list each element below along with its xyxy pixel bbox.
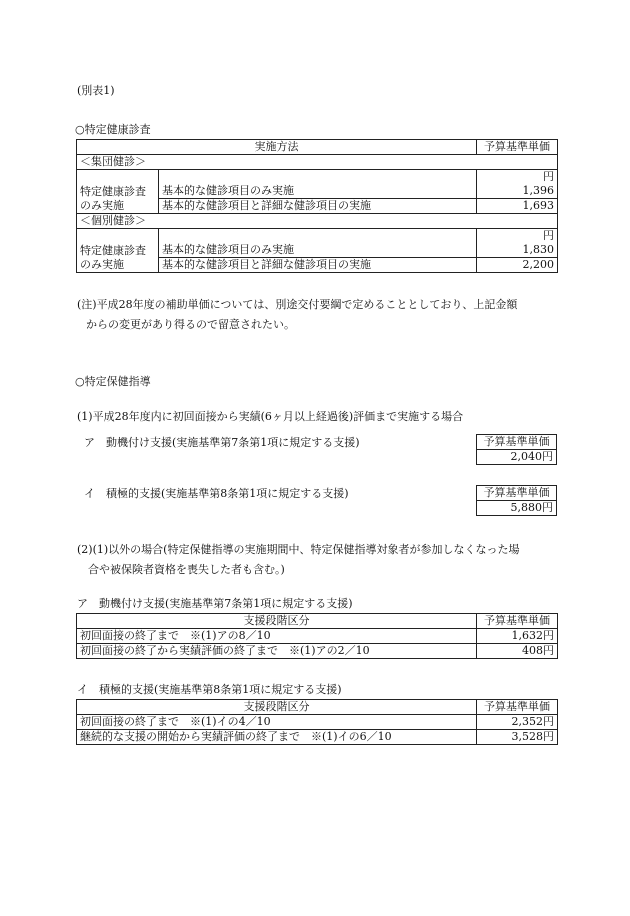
case1-b-price: 5,880円	[477, 501, 557, 516]
group-category-line1: 特定健康診査	[80, 185, 146, 198]
indiv-category-line2: のみ実施	[80, 258, 124, 271]
group-category-line2: のみ実施	[80, 199, 124, 212]
indiv-row-1-price: 1,830	[477, 243, 558, 258]
table-row	[77, 715, 558, 730]
case2-a-price-header: 予算基準単価	[477, 614, 558, 629]
group-spacer	[159, 170, 477, 185]
table-row	[77, 644, 558, 659]
group-section-title: ＜集団健診＞	[77, 155, 558, 170]
indiv-row-2-desc: 基本的な健診項目と詳細な健診項目の実施	[159, 258, 477, 273]
case2-b-price-header: 予算基準単価	[477, 700, 558, 715]
indiv-row-1-desc: 基本的な健診項目のみ実施	[159, 243, 477, 258]
case2-b-row-2-stage: 継続的な支援の開始から実績評価の終了まで ※(1)イの6／10	[77, 730, 477, 745]
case2-b-table	[76, 699, 558, 745]
table-row	[77, 629, 558, 644]
kenshin-table	[76, 139, 558, 273]
group-unit: 円	[477, 170, 558, 185]
kenshin-note-line2: からの変更があり得るので留意されたい。	[86, 318, 295, 331]
case1-a-price: 2,040円	[477, 450, 557, 465]
case2-title-line1: (2)(1)以外の場合(特定保健指導の実施期間中、特定保健指導対象者が参加しなくなった場	[77, 543, 520, 556]
hoken-heading: ○特定保健指導	[75, 375, 151, 388]
case2-a-table	[76, 613, 558, 659]
case2-b-stage-header: 支援段階区分	[77, 700, 477, 715]
case1-a-price-header: 予算基準単価	[477, 435, 557, 450]
indiv-spacer	[159, 229, 477, 244]
col-method-header: 実施方法	[77, 140, 477, 155]
table-row	[77, 730, 558, 745]
case1-b-price-box	[476, 485, 557, 516]
group-row-1-price: 1,396	[477, 184, 558, 199]
group-row-2-price: 1,693	[477, 199, 558, 214]
case2-a-row-1-stage: 初回面接の終了まで ※(1)アの8／10	[77, 629, 477, 644]
case1-b-label: イ 積極的支援(実施基準第8条第1項に規定する支援)	[84, 487, 349, 500]
case2-title-line2: 合や被保険者資格を喪失した者も含む。)	[88, 563, 285, 576]
indiv-section-title: ＜個別健診＞	[77, 214, 558, 229]
group-row-1-desc: 基本的な健診項目のみ実施	[159, 184, 477, 199]
header-label: (別表1)	[77, 84, 115, 97]
indiv-category-line1: 特定健康診査	[80, 244, 146, 257]
case2-b-label: イ 積極的支援(実施基準第8条第1項に規定する支援)	[77, 683, 342, 696]
case2-a-stage-header: 支援段階区分	[77, 614, 477, 629]
group-row-2-desc: 基本的な健診項目と詳細な健診項目の実施	[159, 199, 477, 214]
kenshin-note-line1: (注)平成28年度の補助単価については、別途交付要綱で定めることとしており、上記金額	[77, 298, 518, 311]
case1-b-price-header: 予算基準単価	[477, 486, 557, 501]
indiv-category-cell	[77, 229, 159, 273]
case2-a-label: ア 動機付け支援(実施基準第7条第1項に規定する支援)	[77, 597, 353, 610]
kenshin-heading: ○特定健康診査	[75, 123, 151, 136]
case2-b-row-2-price: 3,528円	[477, 730, 558, 745]
indiv-row-2-price: 2,200	[477, 258, 558, 273]
case1-a-label: ア 動機付け支援(実施基準第7条第1項に規定する支援)	[84, 436, 360, 449]
case2-b-row-1-stage: 初回面接の終了まで ※(1)イの4／10	[77, 715, 477, 730]
indiv-unit: 円	[477, 229, 558, 244]
col-price-header: 予算基準単価	[477, 140, 558, 155]
case1-a-price-box	[476, 434, 557, 465]
case1-title: (1)平成28年度内に初回面接から実績(6ヶ月以上経過後)評価まで実施する場合	[77, 410, 464, 423]
case2-a-row-2-price: 408円	[477, 644, 558, 659]
group-category-cell	[77, 170, 159, 214]
case2-a-row-1-price: 1,632円	[477, 629, 558, 644]
case2-b-row-1-price: 2,352円	[477, 715, 558, 730]
case2-a-row-2-stage: 初回面接の終了から実績評価の終了まで ※(1)アの2／10	[77, 644, 477, 659]
